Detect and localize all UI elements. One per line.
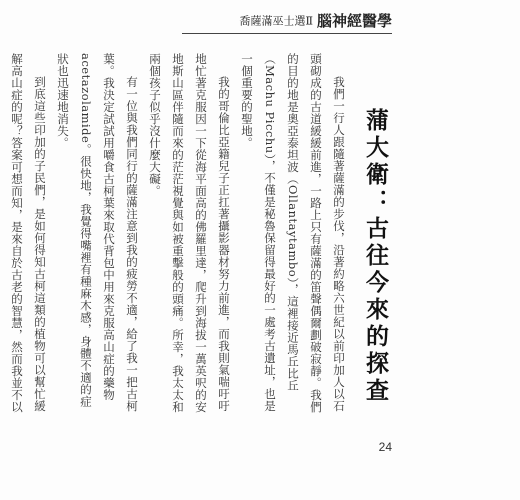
header-rule [182,33,392,34]
book-title: 腦神經醫學 [316,12,392,30]
page-number: 24 [378,440,392,454]
paragraph: 我們一行人跟隨著薩滿的步伐，沿著約略六世紀以前印加人以石頭砌成的古道緩緩前進，一路上只有薩滿的笛聲偶爾劃破寂靜。我們的目的地是奧亞泰坦波（Ollantaytambo），這裡接近馬丘比丘（Machu Picchu），不僅是秘魯保留得最好的一處考古遺址，也是一個重要的聖地。 [240,53,346,413]
paragraph: 有一位與我們同行的薩滿注意到我的疲勞不適，給了我一把古柯葉。我決定試試用嚼食古柯葉來取代背包中用來克服高山症的藥物 acetazolamide。很快地，我覺得嘴裡有種麻木感，身體不適的症狀也迅速地消失。 [56,53,139,412]
chapter-title: 蒲大衛：古往今來的探查 [362,108,389,405]
body-text [0,53,350,415]
paragraph: 到底這些印加的子民們，是如何得知古柯這類的植物可以幫忙緩解高山症的呢？答案可想而知，是來自於古老的智慧，然而我並不以 [10,53,47,413]
running-header [240,10,393,31]
series-name: 喬薩滿巫士選Ⅱ [239,14,313,28]
paragraph: 我的哥倫比亞籍兒子正扛著攝影器材努力前進，而我則氣喘吁吁地忙著克服因一下從海平面高的佛羅里達，爬升到海拔一萬英呎的安地斯山區伴隨而來的茫茫視覺與如被重擊般的頭痛。所幸，我太太和兩個孩子似乎沒什麼大礙。 [148,53,231,413]
